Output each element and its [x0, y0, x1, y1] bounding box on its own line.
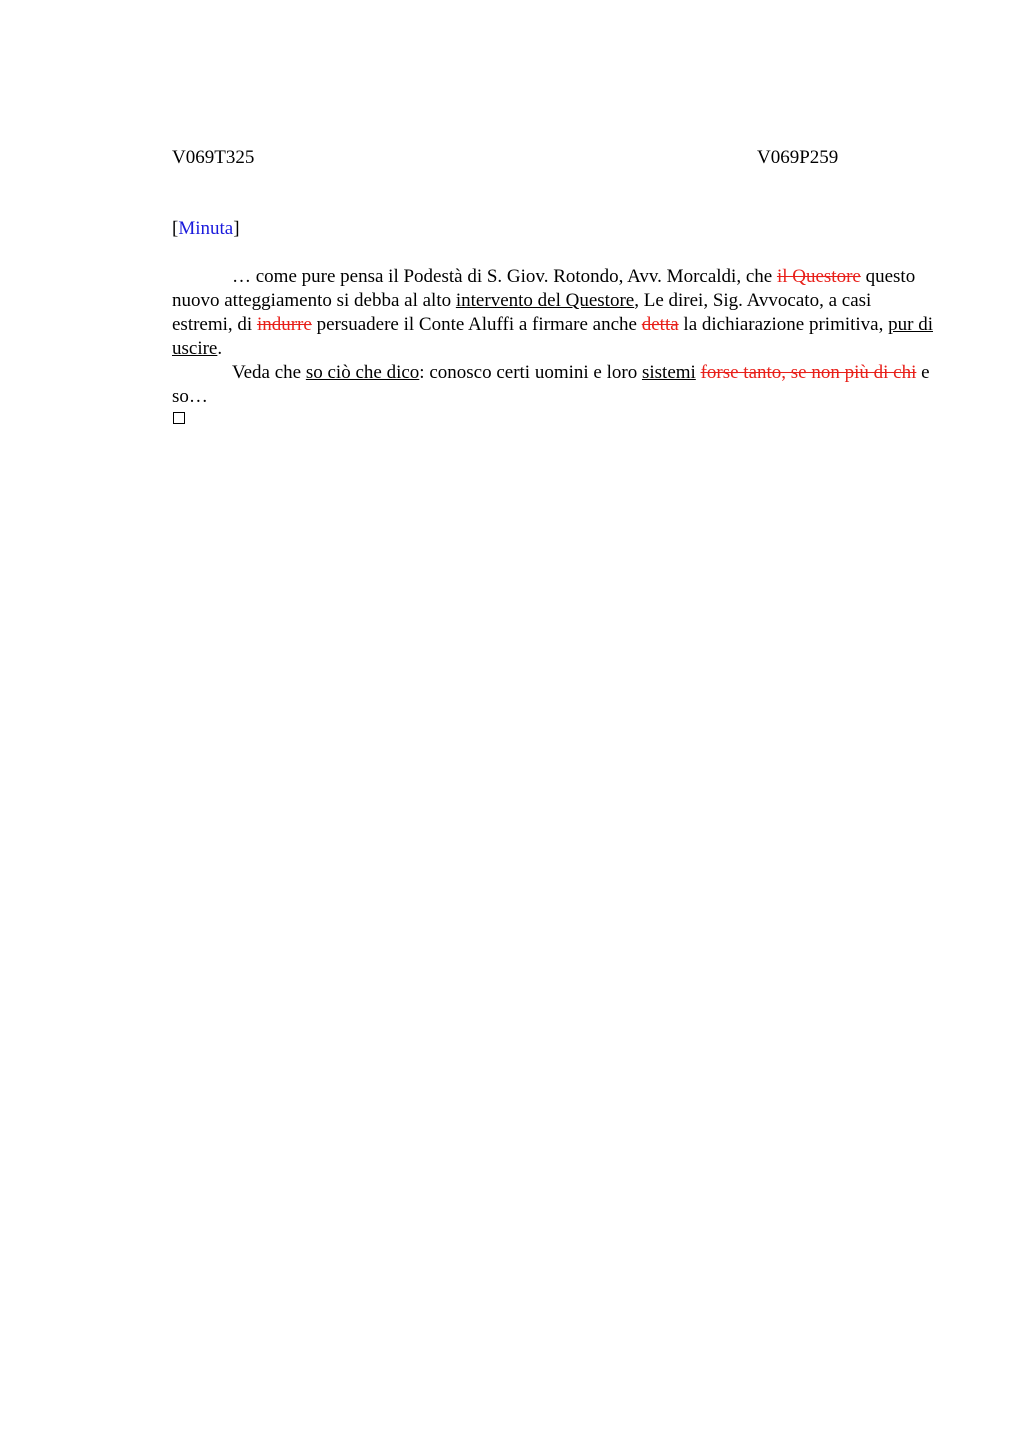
underlined-text: intervento del Questore [455, 290, 635, 311]
text-segment: Veda che [232, 362, 306, 383]
text-segment: persuadere il Conte Aluffi a firmare anche [311, 314, 642, 335]
text-segment: la dichiarazione primitiva, [678, 314, 889, 335]
text-segment: … come pure pensa il Podestà di S. Giov. Rotondo, Avv. Morcaldi, che [232, 266, 777, 287]
deleted-text: indurre [256, 314, 312, 335]
underlined-text: so ciò che dico [305, 362, 420, 383]
text-segment: . [217, 338, 223, 359]
document-code-left: V069T325 [172, 147, 255, 168]
document-code-right: V069P259 [757, 147, 839, 168]
paragraph-2 [172, 361, 934, 409]
deleted-text: detta [641, 314, 679, 335]
close-bracket: ] [233, 218, 240, 239]
underlined-text: pur di uscire [172, 314, 933, 359]
deleted-text: forse tanto, se non più di chi [700, 362, 917, 383]
letter-body [172, 265, 934, 409]
open-bracket: [ [172, 218, 179, 239]
deleted-text: il Questore [776, 266, 861, 287]
minuta-label [172, 218, 240, 240]
minuta-text: Minuta [178, 218, 234, 239]
text-segment: questo nuovo atteggiamento si debba al alto [172, 266, 916, 311]
underlined-text: sistemi [641, 362, 696, 383]
text-segment: e so… [172, 362, 930, 407]
text-segment: : conosco certi uomini e loro [419, 362, 642, 383]
text-segment: , Le direi, Sig. Avvocato, a casi estremi, di [172, 290, 872, 335]
square-box-icon [173, 412, 185, 424]
paragraph-1 [172, 265, 934, 361]
